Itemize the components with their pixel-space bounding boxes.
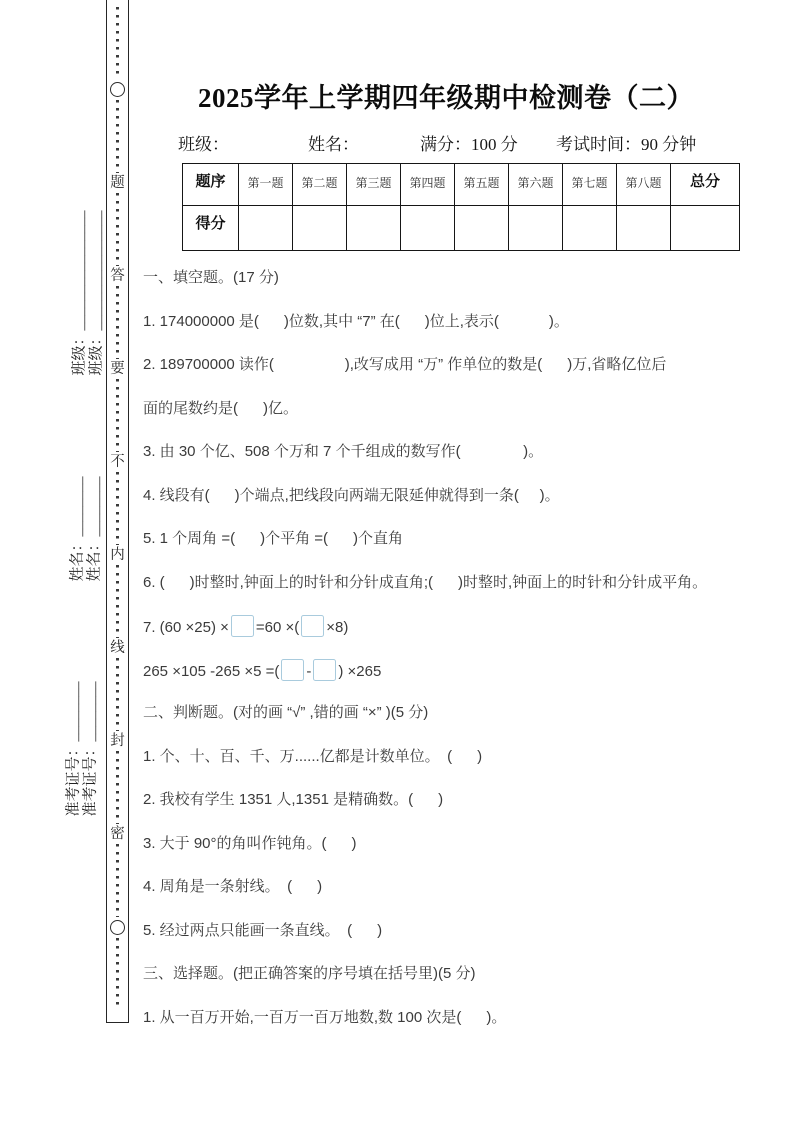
seal-circle-mark [110,82,125,97]
score-cell [671,206,740,251]
sidebar-field-name [70,470,103,582]
section-2-header: 二、判断题。(对的画 “√” ,错的画 “×” )(5 分) [143,704,429,721]
seal-dotted-line [116,7,119,79]
class-blank-label: 班级： [178,135,229,154]
answer-box [231,615,254,637]
score-cell [401,206,455,251]
seal-line-band [106,0,129,1023]
sidebar-field-label: 准考证号：________ [65,681,82,817]
full-score-label: 满分：100 分 [420,135,518,154]
sidebar-field-label: 班级：________________ [88,210,104,376]
seal-dotted-line [116,472,119,544]
section-3-header: 三、选择题。(把正确答案的序号填在括号里)(5 分) [143,965,476,982]
seal-char: 题 [110,174,125,191]
score-cell [455,206,509,251]
fill-q2-line1: 2. 189700000 读作( ),改写成用 “万” 作单位的数是( )万,省略亿位后 [143,356,667,373]
judge-q1: 1. 个、十、百、千、万......亿都是计数单位。 ( ) [143,747,483,765]
sidebar-field-label: 班级：________________ [71,210,88,376]
score-row-label: 得分 [183,206,239,251]
score-cell [239,206,293,251]
sidebar-field-class [72,206,105,376]
fill-q6: 6. ( )时整时,钟面上的时针和分针成直角;( )时整时,钟面上的时针和分针成平角。 [143,573,708,591]
name-blank-label: 姓名： [308,135,359,154]
score-table-column-header: 第五题 [455,164,509,206]
seal-dotted-line [116,379,119,451]
seal-circle-mark [110,920,125,935]
score-table-column-header: 第六题 [509,164,563,206]
answer-box [301,615,324,637]
seal-dotted-line [116,844,119,916]
seal-char: 内 [110,546,125,563]
score-table-column-header: 第二题 [293,164,347,206]
score-cell [347,206,401,251]
fill-q1: 1. 174000000 是( )位数,其中 “7” 在( )位上,表示( )。 [143,312,569,330]
score-table-column-header: 第一题 [239,164,293,206]
question-lines [143,267,791,1050]
exam-title: 2025学年上学期四年级期中检测卷（二） [198,83,694,113]
seal-char: 不 [110,453,125,470]
seal-dotted-line [116,286,119,358]
section-1-header: 一、填空题。(17 分) [143,269,279,286]
exam-info-line [143,130,759,152]
judge-q3: 3. 大于 90°的角叫作钝角。( ) [143,834,357,852]
score-table-total-label: 总分 [671,164,740,206]
sidebar-field-label: 姓名：________ [86,476,102,582]
score-table-corner-label: 题序 [183,164,239,206]
choice-q1: 1. 从一百万开始,一百万一百万地数,数 100 次是( )。 [143,1008,507,1026]
score-table-column-header: 第七题 [563,164,617,206]
fill-q7-line2: 265 ×105 -265 ×5 =( - ) ×265 [143,659,791,681]
score-cell [509,206,563,251]
sidebar-field-exam-number [66,675,99,817]
judge-q4: 4. 周角是一条射线。 ( ) [143,878,323,895]
seal-char: 密 [110,825,125,842]
answer-box [313,659,336,681]
judge-q2: 2. 我校有学生 1351 人,1351 是精确数。( ) [143,791,444,808]
score-cell [617,206,671,251]
answer-box [281,659,304,681]
seal-dotted-line [116,193,119,265]
fill-q2-line2: 面的尾数约是( )亿。 [143,399,298,417]
seal-dotted-line [116,565,119,637]
sidebar-field-label: 准考证号：________ [82,681,98,817]
fill-q3: 3. 由 30 个亿、508 个万和 7 个千组成的数写作( )。 [143,443,544,460]
exam-time-label: 考试时间：90 分钟 [556,135,697,154]
fill-q4: 4. 线段有( )个端点,把线段向两端无限延伸就得到一条( )。 [143,486,560,504]
seal-dotted-line [116,751,119,823]
score-cell [293,206,347,251]
seal-char: 线 [110,639,125,656]
score-table-column-header: 第八题 [617,164,671,206]
sidebar-field-label: 姓名：________ [69,476,86,582]
judge-q5: 5. 经过两点只能画一条直线。 ( ) [143,921,383,939]
score-cell [563,206,617,251]
exam-content [143,0,759,1122]
fill-q7-line1: 7. (60 ×25) × =60 ×( ×8) [143,615,791,637]
seal-char: 封 [110,732,125,749]
seal-char: 答 [110,267,125,284]
seal-dotted-line [116,658,119,730]
seal-dotted-line [116,938,119,1010]
score-table [182,163,740,251]
seal-char: 要 [110,360,125,377]
fill-q5: 5. 1 个周角 =( )个平角 =( )个直角 [143,530,404,547]
score-table-column-header: 第四题 [401,164,455,206]
seal-dotted-line [116,100,119,172]
score-table-column-header: 第三题 [347,164,401,206]
